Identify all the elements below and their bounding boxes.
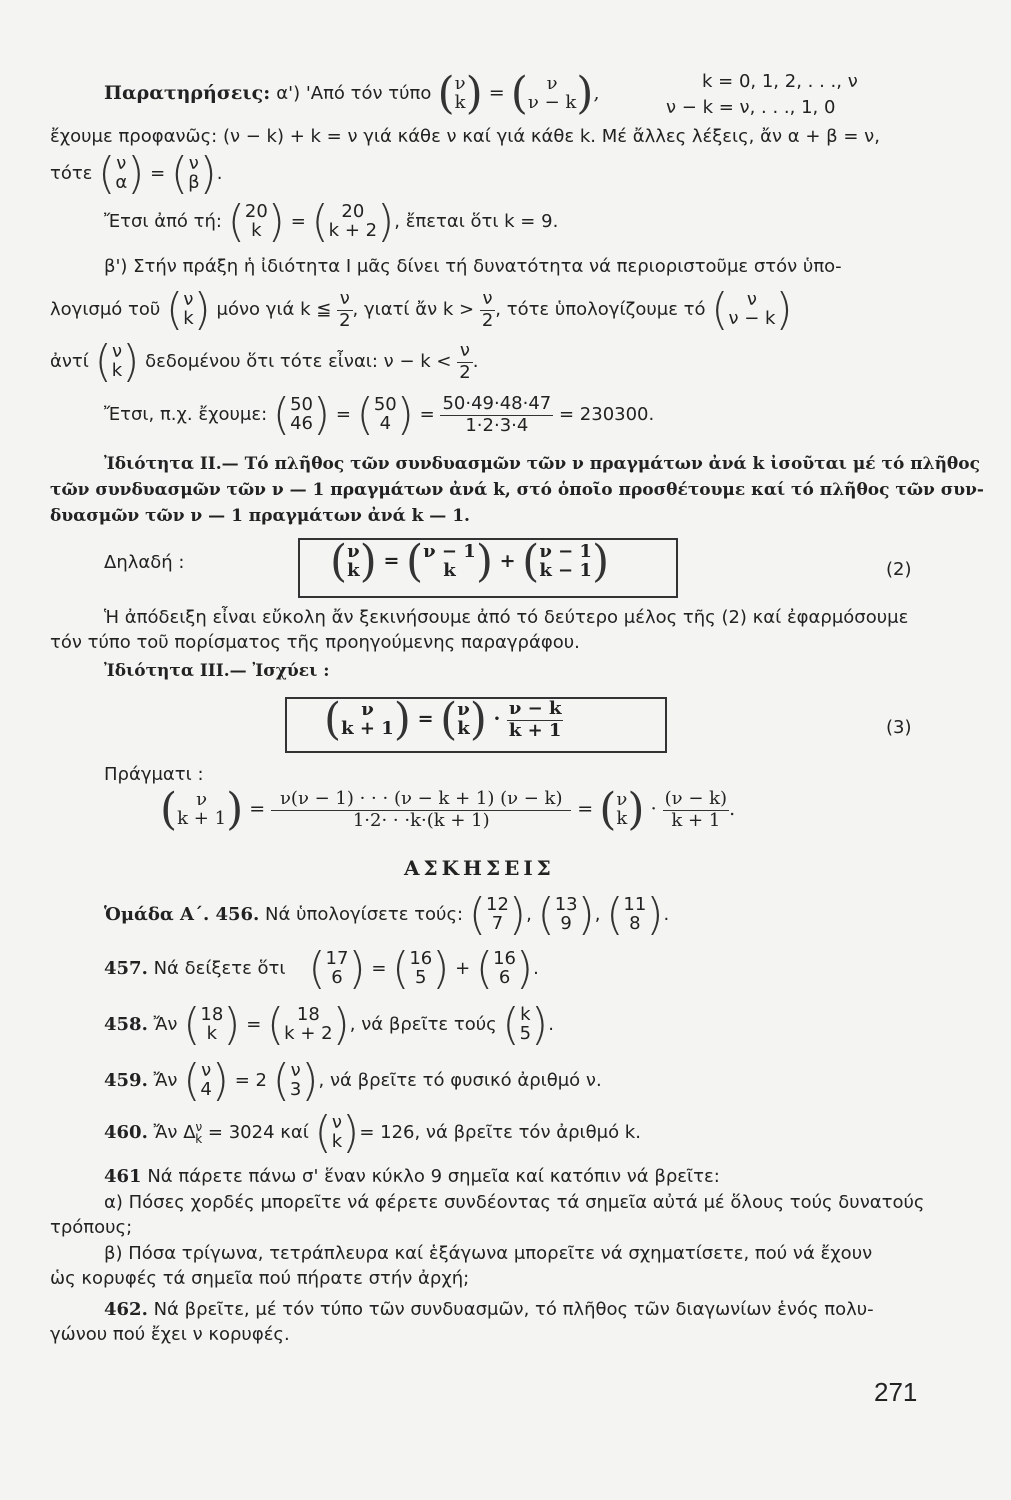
exercises-heading: ΑΣΚΗΣΕΙΣ: [404, 856, 555, 880]
property-ii-line2: τῶν συνδυασμῶν τῶν ν — 1 πραγμάτων ἀνά k, στό ὁποῖο προσθέτουμε καί τό πλῆθος τῶν συν-: [50, 480, 984, 500]
exercise-461-a-line2: τρόπους;: [50, 1217, 133, 1238]
formula-3: ( ν k + 1) = (ν k) · $\frac{\nu - k}{k + 1}$: [324, 694, 562, 745]
observation-anti-line: ἀντί (ν k) δεδομένου ὅτι τότε εἶναι: ν − k < $\frac{\nu}{2}$ .: [50, 336, 479, 387]
b-line2-start: λογισμό τοῦ: [50, 299, 161, 320]
exercise-462-label: 462.: [104, 1299, 148, 1320]
exercise-458-tail: , νά βρεῖτε τούς: [349, 1014, 497, 1035]
equation-number-3: (3): [886, 717, 912, 738]
example-intro: Ἔτσι, π.χ. ἔχουμε:: [104, 404, 268, 425]
exercise-462-line2: γώνου πού ἔχει ν κορυφές.: [50, 1324, 290, 1345]
exercise-457-label: 457.: [104, 958, 148, 979]
exercise-458-text: Ἄν: [153, 1014, 178, 1035]
etsi-conclusion: , ἔπεται ὅτι k = 9.: [394, 211, 559, 232]
exercise-460-mid: = 3024 καί: [207, 1122, 309, 1143]
proof-line2: τόν τύπο τοῦ πορίσματος τῆς προηγούμενης παραγράφου.: [50, 632, 580, 653]
observation-a-label: α') 'Από τόν τύπο: [276, 83, 432, 104]
exercise-458: 458. Ἄν (18 k ) = ( 18 k + 2), νά βρεῖτε τούς (k 5).: [104, 999, 554, 1050]
exercise-457-text: Νά δείξετε ὅτι: [153, 958, 286, 979]
b-line2-only-for: μόνο γιά k ≦: [216, 299, 332, 320]
observations-title: Παρατηρήσεις:: [104, 82, 271, 104]
proof-3-tail-denominator: k + 1: [671, 809, 721, 831]
b-line2-because: , γιατί ἄν k >: [352, 299, 475, 320]
exercise-461-b-line1: β) Πόσα τρίγωνα, τετράπλευρα καί ἑξάγωνα μπορεῖτε νά σχηματίσετε, πού νά ἔχουν: [104, 1243, 873, 1264]
example-numerator: 50·49·48·47: [442, 392, 552, 414]
exercise-460-text: Ἄν Δ: [153, 1122, 196, 1143]
b-line2-then: , τότε ὑπολογίζουμε τό: [495, 299, 706, 320]
property-iii-title: Ἰδιότητα III.— Ἰσχύει :: [104, 661, 330, 681]
proof-3-tail-numerator: (ν − k): [664, 787, 728, 809]
exercise-461: [104, 1167, 720, 1188]
anti-word: ἀντί: [50, 351, 89, 372]
proof-3-numerator: ν(ν − 1) · · · (ν − k + 1) (ν − k): [271, 789, 571, 811]
tote-word: τότε: [50, 163, 93, 184]
exercise-459: 459. Ἄν (ν 4) = 2 (ν 3), νά βρεῖτε τό φυσικό ἀριθμό ν.: [104, 1055, 602, 1106]
example-denominator: 1·2·3·4: [465, 414, 529, 436]
exercise-462-text: Νά βρεῖτε, μέ τόν τύπο τῶν συνδυασμῶν, τό πλῆθος τῶν διαγωνίων ἑνός πολυ-: [153, 1299, 874, 1320]
exercise-462: [104, 1300, 874, 1321]
property-ii-line3: δυασμῶν τῶν ν — 1 πραγμάτων ἀνά k — 1.: [50, 506, 470, 526]
observations-line1: Παρατηρήσεις: α') 'Από τόν τύπο (ν k) = ( ν ν − k),: [104, 68, 600, 119]
range-line-2: ν − k = ν, . . ., 1, 0: [666, 97, 836, 118]
exercise-456-text: Νά ὑπολογίσετε τούς:: [265, 904, 464, 925]
range-line-1: k = 0, 1, 2, . . ., ν: [702, 71, 858, 92]
exercise-457: 457. Νά δείξετε ὅτι (17 6 ) = (16 5 ) + (16 6 ).: [104, 943, 539, 994]
exercise-461-b-line2: ὡς κορυφές τά σημεῖα πού πήρατε στήν ἀρχή;: [50, 1268, 470, 1289]
property-ii-line1: Ἰδιότητα II.— Τό πλῆθος τῶν συνδυασμῶν τῶν ν πραγμάτων ἀνά k ἰσοῦται μέ τό πλῆθος: [104, 454, 980, 474]
page-number: 271: [874, 1377, 918, 1407]
observation-line2: ἔχουμε προφανῶς: (ν − k) + k = ν γιά κάθε ν καί γιά κάθε k. Μέ ἄλλες λέξεις, ἄν α + β = ν,: [50, 126, 880, 147]
proof-3-denominator: 1·2· · ·k·(k + 1): [352, 809, 490, 831]
exercise-459-text: Ἄν: [153, 1070, 178, 1091]
exercise-458-label: 458.: [104, 1014, 148, 1035]
equation-number-2: (2): [886, 559, 912, 580]
exercise-461-a-line1: α) Πόσες χορδές μπορεῖτε νά φέρετε συνδέοντας τά σημεῖα αὐτά μέ ὅλους τούς δυνατούς: [104, 1192, 925, 1213]
proof-line1: Ἡ ἀπόδειξη εἶναι εὔκολη ἄν ξεκινήσουμε ἀπό τό δεύτερο μέλος τῆς (2) καί ἐφαρμόσουμε: [104, 607, 909, 628]
exercise-456: Ὁμάδα Α΄. 456. Νά ὑπολογίσετε τούς: (12 7 ), (13 9 ), (11 8 ).: [104, 889, 670, 940]
example-result: = 230300.: [558, 404, 655, 425]
exercise-456-label: Ὁμάδα Α΄. 456.: [104, 904, 260, 925]
pragmati-label: Πράγματι :: [104, 764, 204, 785]
observation-b-line2: λογισμό τοῦ (ν k) μόνο γιά k ≦ $\frac{\nu}{2}$ , γιατί ἄν k > $\frac{\nu}{2}$ , τότε ὑπολογίζουμε τό ( ν ν − k): [50, 284, 793, 335]
exercise-460-label: 460.: [104, 1122, 148, 1143]
exercise-461-label: 461: [104, 1166, 142, 1187]
exercise-460-tail: = 126, νά βρεῖτε τόν ἀριθμό k.: [359, 1122, 641, 1143]
etsi-line-1: Ἔτσι ἀπό τή: (20 k ) = ( 20 k + 2), ἔπεται ὅτι k = 9.: [104, 196, 559, 247]
exercise-459-label: 459.: [104, 1070, 148, 1091]
proof-3-formula: ( ν k + 1) = $\frac{\nu(\nu - 1) \cdot \cdot \cdot (\nu - k + 1) (\nu - k)}{1\cdot 2\cdot \cdot \cdot k\cdot(k + 1)}$ = (ν k) · $\frac{(\nu - k)}{k + 1}$ .: [160, 784, 736, 835]
observation-tote-line: τότε (ν α) = (ν β).: [50, 148, 223, 199]
exercise-461-text: Νά πάρετε πάνω σ' ἕναν κύκλο 9 σημεῖα καί κατόπιν νά βρεῖτε:: [147, 1166, 720, 1187]
exercise-460: 460. Ἄν $\Delta^\nu_k = 3024$ καί (ν k)= 126, νά βρεῖτε τόν ἀριθμό k.: [104, 1107, 641, 1158]
formula-2: (ν k) = (ν − 1 k ) + (ν − 1 k − 1): [330, 536, 610, 587]
example-line: Ἔτσι, π.χ. ἔχουμε: (50 46) = (50 4 ) = $\frac{50\cdot 49\cdot 48\cdot 47}{1\cdot 2\cdot 3\cdot 4}$ = 230300.: [104, 389, 655, 440]
etsi-word: Ἔτσι ἀπό τή:: [104, 211, 222, 232]
exercise-459-tail: , νά βρεῖτε τό φυσικό ἀριθμό ν.: [318, 1070, 602, 1091]
observation-b-line1: β') Στήν πράξη ἡ ἰδιότητα I μᾶς δίνει τή δυνατότητα νά περιοριστοῦμε στόν ὑπο-: [104, 256, 842, 277]
diladi-label: Δηλαδή :: [104, 552, 185, 573]
anti-rest: δεδομένου ὅτι τότε εἶναι: ν − k <: [145, 351, 452, 372]
